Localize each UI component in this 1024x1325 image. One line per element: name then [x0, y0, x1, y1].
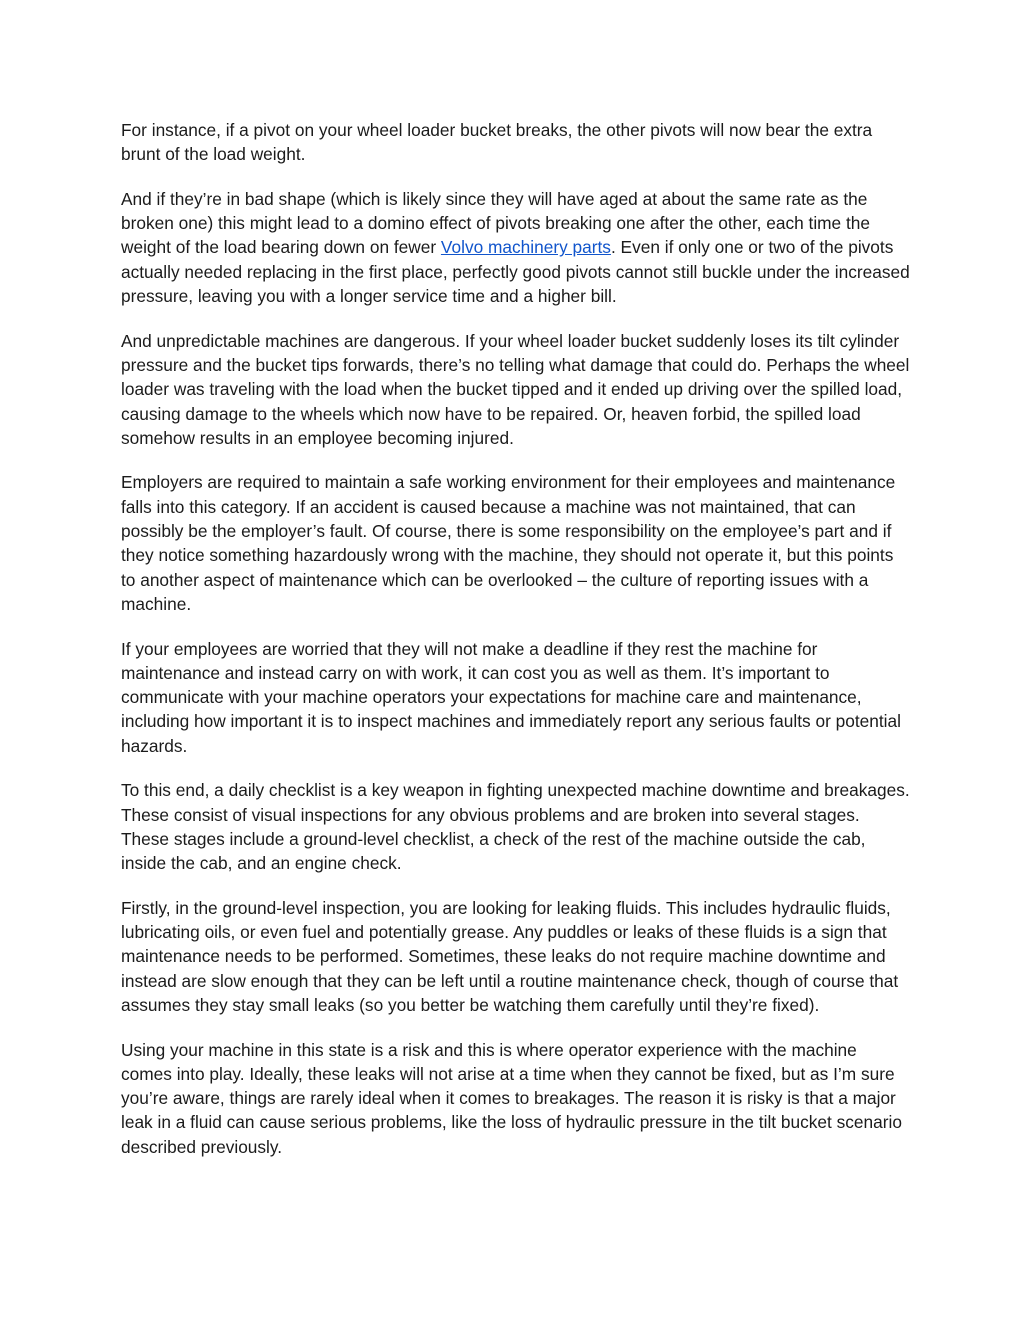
paragraph-2	[121, 187, 911, 308]
paragraph-7: Firstly, in the ground-level inspection, you are looking for leaking fluids. This includes hydraulic fluids, lubricating oils, or even fuel and potentially grease. Any puddles or leaks of these fluids is a sign that maintenance needs to be performed. Sometimes, these leaks do not require machine downtime and instead are slow enough that they can be left until a routine maintenance check, though of course that assumes they stay small leaks (so you better be watching them carefully until they’re fixed).	[121, 897, 899, 1015]
paragraph-2-text-after-link: . Even if only one or two of the pivots actually needed replacing in the first place, perfectly good pivots cannot still buckle under the increased pressure, leaving you with a longer service time and a higher bill.	[121, 237, 910, 307]
paragraph-2-text-before-link: And if they’re in bad shape (which is likely since they will have aged at about the same rate as the broken one) this might lead to a domino effect of pivots breaking one after the other, each time the weight of the load bearing down on fewer	[121, 188, 870, 258]
paragraph-8: Using your machine in this state is a risk and this is where operator experience with the machine comes into play. Ideally, these leaks will not arise at a time when they cannot be fixed, but as I’m sure you’re aware, things are rarely ideal when it comes to breakages. The reason it is risky is that a major leak in a fluid can cause serious problems, like the loss of hydraulic pressure in the tilt bucket scenario described previously.	[121, 1039, 902, 1157]
document-body	[121, 118, 911, 1179]
paragraph-4: Employers are required to maintain a safe working environment for their employees and maintenance falls into this category. If an accident is caused because a machine was not maintained, that can possibly be the employer’s fault. Of course, there is some responsibility on the employee’s part and if they notice something hazardously wrong with the machine, they should not operate it, but this points to another aspect of maintenance which can be overlooked – the culture of reporting issues with a machine.	[121, 472, 896, 614]
paragraph-5: If your employees are worried that they will not make a deadline if they rest the machine for maintenance and instead carry on with work, it can cost you as well as them. It’s important to communicate with your machine operators your expectations for machine care and maintenance, including how important it is to inspect machines and immediately report any serious faults or potential hazards.	[121, 638, 901, 756]
paragraph-6: To this end, a daily checklist is a key weapon in fighting unexpected machine downtime and breakages. These consist of visual inspections for any obvious problems and are broken into several stages. These stages include a ground-level checklist, a check of the rest of the machine outside the cab, inside the cab, and an engine check.	[121, 780, 910, 874]
paragraph-3: And unpredictable machines are dangerous. If your wheel loader bucket suddenly loses its tilt cylinder pressure and the bucket tips forwards, there’s no telling what damage that could do. Perhaps the wheel loader was traveling with the load when the bucket tipped and it ended up driving over the spilled load, causing damage to the wheels which now have to be repaired. Or, heaven forbid, the spilled load somehow results in an employee becoming injured.	[121, 330, 910, 448]
paragraph-1: For instance, if a pivot on your wheel loader bucket breaks, the other pivots will now bear the extra brunt of the load weight.	[121, 120, 873, 165]
volvo-machinery-parts-link[interactable]: Volvo machinery parts	[440, 237, 611, 258]
